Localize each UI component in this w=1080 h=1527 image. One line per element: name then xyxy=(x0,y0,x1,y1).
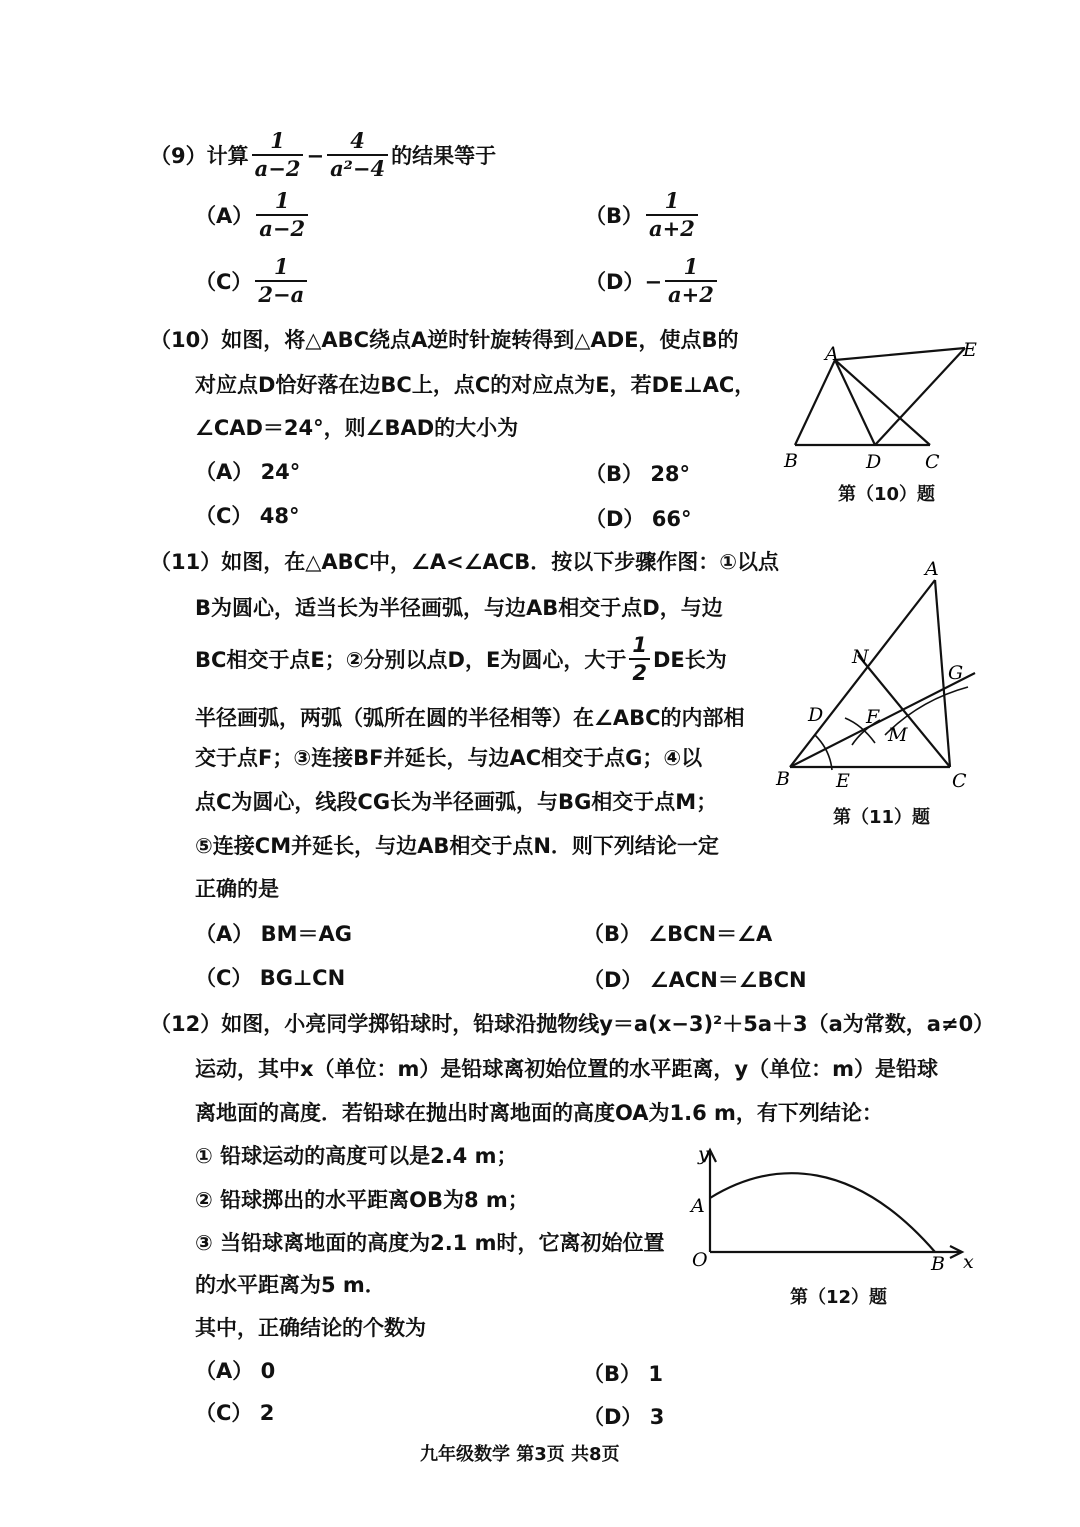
q10-segment-ab xyxy=(795,360,835,445)
q11-line-6: 点C为圆心，线段CG长为半径画弧，与BG相交于点M； xyxy=(195,790,718,814)
q9-minus: − xyxy=(306,142,325,168)
q12-statement-3: ③ 当铅球离地面的高度为2.1 m时，它离初始位置 xyxy=(195,1231,665,1255)
q10-figure xyxy=(780,330,990,480)
q9-option-b: （B） $\frac{1}{a+2}$ xyxy=(585,188,701,242)
q10-line-1: （10）如图，将△ABC绕点A逆时针旋转得到△ADE，使点B的 xyxy=(150,328,739,352)
q9-option-a: （A） $\frac{1}{a-2}$ xyxy=(195,188,311,242)
q11-option-d: （D） ∠ACN＝∠BCN xyxy=(583,968,807,992)
q11-label-d: D xyxy=(808,704,824,726)
q10-label-e: E xyxy=(963,339,977,361)
q10-option-c: （C） 48° xyxy=(195,504,300,528)
q11-label-a: A xyxy=(925,558,939,580)
q12-label-y: y xyxy=(698,1143,709,1165)
q11-segment-ab xyxy=(790,580,935,767)
q11-option-a: （A） BM＝AG xyxy=(195,922,352,946)
q12-option-b: （B） 1 xyxy=(583,1362,663,1386)
q11-line-7: ⑤连接CM并延长，与边AB相交于点N．则下列结论一定 xyxy=(195,834,719,858)
q10-line-3: ∠CAD＝24°，则∠BAD的大小为 xyxy=(195,416,519,440)
q12-label-a: A xyxy=(691,1195,705,1217)
q12-option-a: （A） 0 xyxy=(195,1359,276,1383)
q12-line-1: （12）如图，小亮同学掷铅球时，铅球沿抛物线y＝a(x−3)²＋5a＋3（a为常数，a≠0） xyxy=(150,1012,995,1036)
q10-label-c: C xyxy=(925,451,940,473)
q11-label-n: N xyxy=(852,646,869,668)
q9-fraction-1: $\frac{1}{a-2}$ xyxy=(252,128,304,182)
q11-option-c: （C） BG⊥CN xyxy=(195,966,346,990)
q9-suffix: 的结果等于 xyxy=(391,144,497,168)
q12-figure xyxy=(685,1140,985,1280)
q11-label-c: C xyxy=(952,770,967,792)
q12-caption: 第（12）题 xyxy=(790,1287,888,1308)
q10-line-2: 对应点D恰好落在边BC上，点C的对应点为E，若DE⊥AC， xyxy=(195,373,756,397)
q10-label-a: A xyxy=(825,343,839,365)
q11-line-5: 交于点F；③连接BF并延长，与边AC相交于点G；④以 xyxy=(195,746,703,770)
q11-line-2: B为圆心，适当长为半径画弧，与边AB相交于点D，与边 xyxy=(195,596,723,620)
q11-label-g: G xyxy=(948,662,964,684)
q12-label-b: B xyxy=(931,1253,945,1275)
q11-option-b: （B） ∠BCN＝∠A xyxy=(583,922,773,946)
q9-prefix: 计算 xyxy=(206,144,249,168)
q11-label-b: B xyxy=(776,768,790,790)
q11-line-3: BC相交于点E；②分别以点D，E为圆心，大于 $\frac{1}{2}$ DE长为 xyxy=(195,633,727,685)
q9-option-c: （C） $\frac{1}{2-a}$ xyxy=(195,254,310,308)
q12-option-d: （D） 3 xyxy=(583,1405,665,1429)
q12-line-2: 运动，其中x（单位：m）是铅球离初始位置的水平距离，y（单位：m）是铅球 xyxy=(195,1057,938,1081)
q10-label-d: D xyxy=(866,451,882,473)
q9-stem xyxy=(150,128,496,182)
q9-option-d: （D） − $\frac{1}{a+2}$ xyxy=(585,254,720,308)
q11-label-f: F xyxy=(866,706,880,728)
q12-statement-3-cont: 的水平距离为5 m． xyxy=(195,1273,386,1297)
q10-option-b: （B） 28° xyxy=(585,462,691,486)
q10-segment-ae xyxy=(835,348,965,360)
page-footer: 九年级数学 第3页 共8页 xyxy=(420,1444,620,1465)
q9-fraction-2: $\frac{4}{\text{a²−4}}$ xyxy=(327,128,388,182)
q9-number: （9） xyxy=(150,144,207,168)
q12-statement-2: ② 铅球掷出的水平距离OB为8 m； xyxy=(195,1188,529,1212)
q12-statement-1: ① 铅球运动的高度可以是2.4 m； xyxy=(195,1144,518,1168)
q10-option-a: （A） 24° xyxy=(195,460,301,484)
q10-option-d: （D） 66° xyxy=(585,507,692,531)
q10-caption: 第（10）题 xyxy=(838,484,936,505)
q12-parabola xyxy=(710,1173,935,1252)
q12-label-x: x xyxy=(963,1251,974,1273)
q10-segment-ad xyxy=(835,360,875,445)
q11-line-1: （11）如图，在△ABC中，∠A<∠ACB．按以下步骤作图：①以点 xyxy=(150,550,780,574)
q11-line-8: 正确的是 xyxy=(195,877,279,901)
q12-question: 其中，正确结论的个数为 xyxy=(195,1316,426,1340)
q11-line-4: 半径画弧，两弧（弧所在圆的半径相等）在∠ABC的内部相 xyxy=(195,706,745,730)
q11-caption: 第（11）题 xyxy=(833,807,931,828)
q11-label-e: E xyxy=(836,770,850,792)
q12-label-o: O xyxy=(692,1249,708,1271)
q11-half-fraction: $\frac{1}{2}$ xyxy=(629,632,650,686)
q12-line-3: 离地面的高度．若铅球在抛出时离地面的高度OA为1.6 m，有下列结论： xyxy=(195,1101,883,1125)
q11-figure xyxy=(770,555,990,795)
q10-segment-de xyxy=(875,348,965,445)
q10-label-b: B xyxy=(784,450,798,472)
q12-option-c: （C） 2 xyxy=(195,1401,275,1425)
q11-label-m: M xyxy=(888,724,908,746)
